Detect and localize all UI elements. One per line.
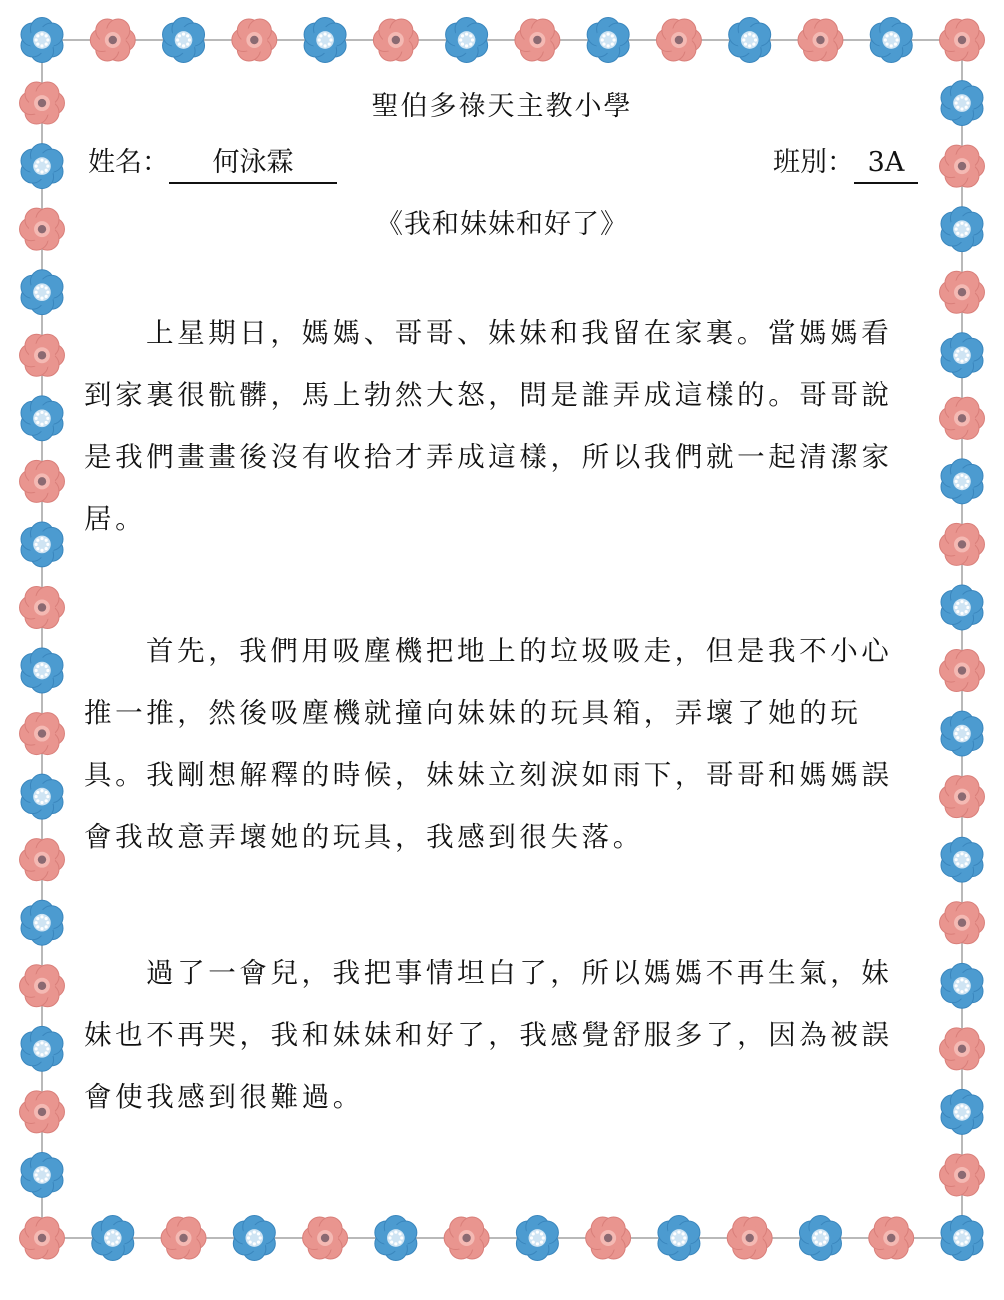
pink-flower-icon [940, 145, 985, 187]
blue-flower-icon [304, 18, 346, 63]
class-value: 3A [854, 146, 918, 184]
blue-flower-icon [729, 18, 771, 63]
blue-flower-icon [21, 1026, 63, 1071]
pink-flower-icon [940, 650, 985, 692]
school-name: 聖伯多祿天主教小學 [371, 91, 633, 122]
blue-flower-icon [375, 1216, 417, 1261]
pink-flower-icon [373, 19, 418, 61]
blue-flower-icon [941, 963, 983, 1008]
pink-flower-icon [20, 1217, 65, 1259]
blue-flower-icon [21, 522, 63, 567]
pink-flower-icon [798, 19, 843, 61]
pink-flower-icon [727, 1217, 772, 1259]
blue-flower-icon [941, 1216, 983, 1261]
pink-flower-icon [940, 1028, 985, 1070]
blue-flower-icon [21, 774, 63, 819]
blue-flower-icon [21, 144, 63, 189]
pink-flower-icon [303, 1217, 348, 1259]
pink-flower-icon [940, 271, 985, 313]
blue-flower-icon [92, 1216, 134, 1261]
essay-paragraph-1: 上星期日，媽媽、哥哥、妹妹和我留在家裏。當媽媽看到家裏很骯髒，馬上勃然大怒，問是誰弄成這樣的。哥哥說是我們畫畫後沒有收拾才弄成這樣，所以我們就一起清潔家居。 [84, 317, 893, 535]
blue-flower-icon [799, 1216, 841, 1261]
blue-flower-icon [21, 648, 63, 693]
pink-flower-icon [940, 776, 985, 818]
pink-flower-icon [940, 902, 985, 944]
name-label: 姓名： [88, 147, 169, 178]
pink-flower-icon [869, 1217, 914, 1259]
class-label: 班別： [773, 147, 854, 178]
blue-flower-icon [941, 459, 983, 504]
blue-flower-icon [446, 18, 488, 63]
pink-flower-icon [940, 397, 985, 439]
pink-flower-icon [940, 523, 985, 565]
pink-flower-icon [20, 713, 65, 755]
pink-flower-icon [940, 1154, 985, 1196]
pink-flower-icon [20, 460, 65, 502]
pink-flower-icon [656, 19, 701, 61]
blue-flower-icon [21, 396, 63, 441]
blue-flower-icon [516, 1216, 558, 1261]
class-field [773, 140, 918, 184]
pink-flower-icon [444, 1217, 489, 1259]
blue-flower-icon [870, 18, 912, 63]
pink-flower-icon [515, 19, 560, 61]
pink-flower-icon [20, 965, 65, 1007]
pink-flower-icon [20, 839, 65, 881]
name-value: 何泳霖 [169, 146, 337, 184]
pink-flower-icon [940, 19, 985, 61]
essay-title: 《我和妹妹和好了》 [376, 209, 628, 240]
pink-flower-icon [232, 19, 277, 61]
blue-flower-icon [941, 585, 983, 630]
blue-flower-icon [163, 18, 205, 63]
blue-flower-icon [941, 711, 983, 756]
blue-flower-icon [21, 900, 63, 945]
pink-flower-icon [20, 334, 65, 376]
blue-flower-icon [941, 333, 983, 378]
blue-flower-icon [658, 1216, 700, 1261]
blue-flower-icon [233, 1216, 275, 1261]
pink-flower-icon [20, 1091, 65, 1133]
pink-flower-icon [90, 19, 135, 61]
blue-flower-icon [21, 18, 63, 63]
blue-flower-icon [21, 1152, 63, 1197]
blue-flower-icon [941, 837, 983, 882]
essay-paragraph-2: 首先，我們用吸塵機把地上的垃圾吸走，但是我不小心推一推，然後吸塵機就撞向妹妹的玩具箱，弄壞了她的玩具。我剛想解釋的時候，妹妹立刻淚如雨下，哥哥和媽媽誤會我故意弄壞她的玩具，我感到很失落。 [84, 635, 893, 853]
blue-flower-icon [941, 1089, 983, 1134]
blue-flower-icon [587, 18, 629, 63]
essay-paragraph-3: 過了一會兒，我把事情坦白了，所以媽媽不再生氣，妹妹也不再哭，我和妹妹和好了，我感覺舒服多了，因為被誤會使我感到很難過。 [84, 957, 893, 1113]
student-name-field [88, 140, 337, 184]
blue-flower-icon [21, 270, 63, 315]
pink-flower-icon [161, 1217, 206, 1259]
pink-flower-icon [20, 586, 65, 628]
pink-flower-icon [586, 1217, 631, 1259]
